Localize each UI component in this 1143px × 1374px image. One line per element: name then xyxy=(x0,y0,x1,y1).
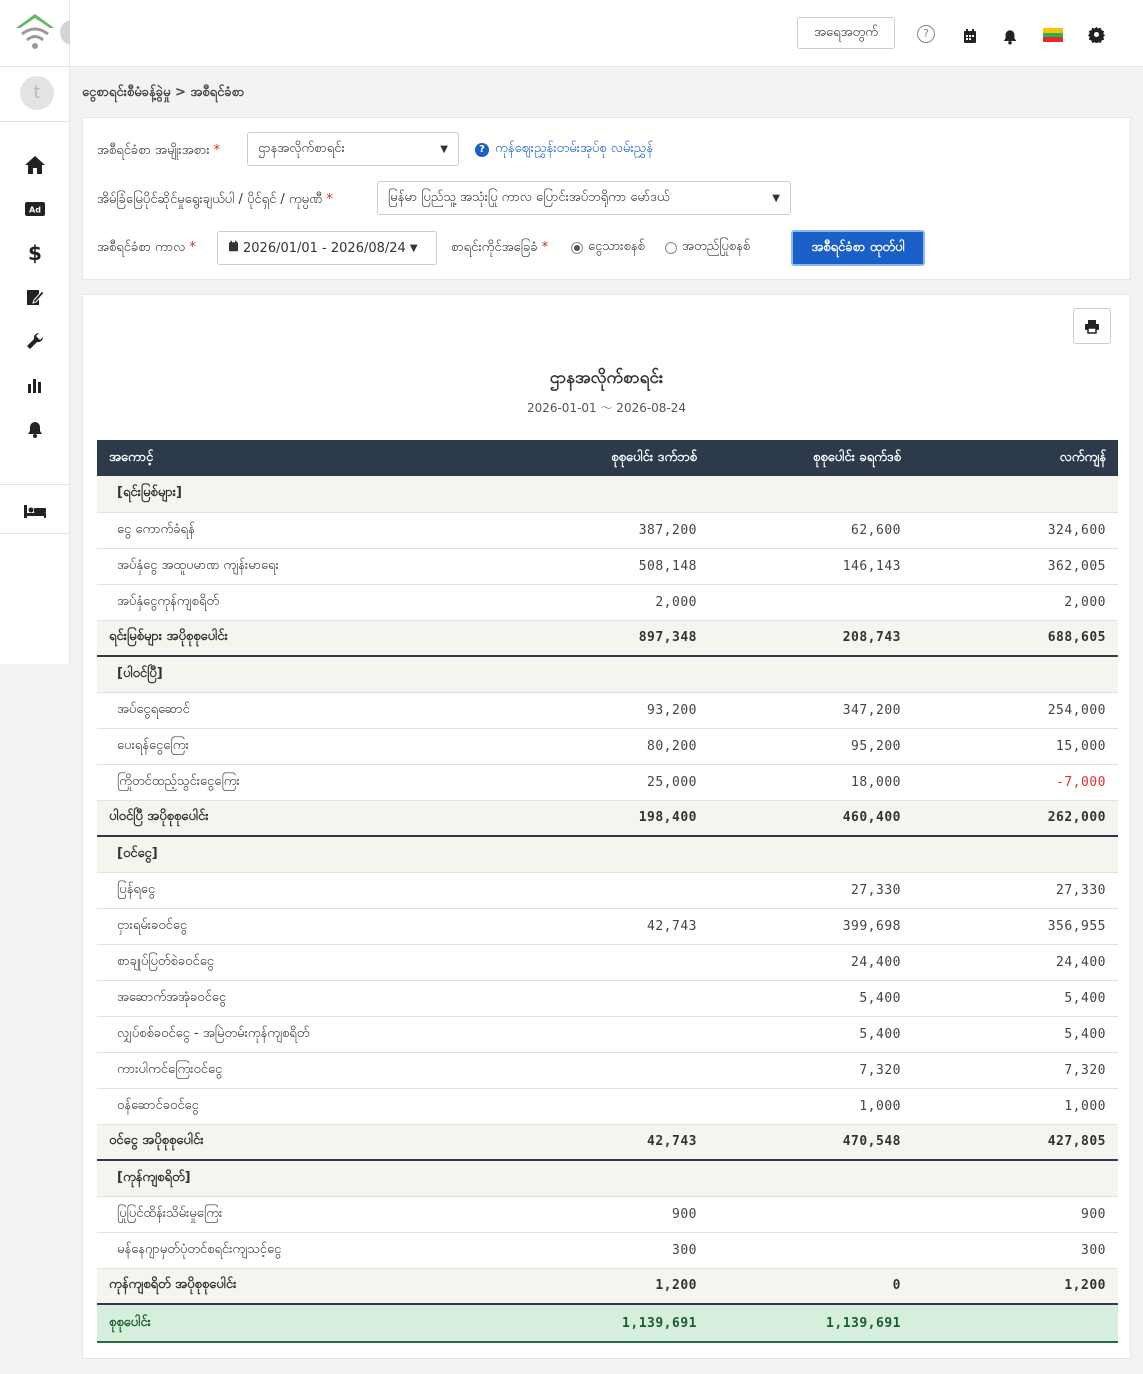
table-row: မန်နေဂျာမှတ်ပုံတင်စရင်းကျသင့်ငွေ 300 300 xyxy=(97,1232,1118,1268)
table-row: အဆောက်အအုံခဝင်ငွေ 5,400 5,400 xyxy=(97,980,1118,1016)
chevron-down-icon: ▼ xyxy=(440,143,448,155)
negative-balance: -7,000 xyxy=(913,764,1118,800)
report-type-select[interactable]: ဌာနအလိုက်စာရင်း ▼ xyxy=(247,132,459,166)
question-mark: ? xyxy=(917,25,935,43)
radio-checked xyxy=(571,242,583,254)
dollar-icon[interactable]: $ xyxy=(28,241,42,265)
table-row: အပ်နှံငွေ အထူပမာဏ ကျန်းမာရေး 508,148 146,143 362,005 xyxy=(97,548,1118,584)
generate-report-button[interactable]: အစီရင်ခံစာ ထုတ်ပါ xyxy=(791,230,925,266)
basis-accrual-radio[interactable]: အတည်ပြုစနစ် xyxy=(665,238,750,257)
table-row: ကားပါကင်ကြေးဝင်ငွေ 7,320 7,320 xyxy=(97,1052,1118,1088)
bell-icon[interactable] xyxy=(22,416,48,442)
question-circle-icon[interactable] xyxy=(916,24,936,44)
myanmar-flag-icon[interactable] xyxy=(1043,25,1063,45)
category-row: [ဝင်ငွေ] xyxy=(97,836,1118,872)
table-row: ငှားရမ်းခဝင်ငွေ 42,743 399,698 356,955 xyxy=(97,908,1118,944)
grand-total-row: စုစုပေါင်း 1,139,691 1,139,691 xyxy=(97,1304,1118,1342)
table-row: ပေးရန်ငွေကြေး 80,200 95,200 15,000 xyxy=(97,728,1118,764)
edit-icon[interactable] xyxy=(22,284,48,310)
subtotal-row: ပါဝင်ပြီ အပိုစုစုပေါင်း 198,400 460,400 262,000 xyxy=(97,800,1118,836)
print-button[interactable] xyxy=(1073,308,1111,344)
ad-icon[interactable] xyxy=(22,196,48,222)
avatar[interactable]: t xyxy=(20,76,54,110)
table-row: စာချုပ်ပြတ်စဲခဝင်ငွေ 24,400 24,400 xyxy=(97,944,1118,980)
svg-text:Ad: Ad xyxy=(29,205,41,215)
sidebar-divider xyxy=(0,533,70,534)
subtotal-row: ရင်းမြစ်များ အပိုစုစုပေါင်း 897,348 208,743 688,605 xyxy=(97,620,1118,656)
guide-link[interactable]: ? ကုန်ဈေးညွှန်းတမ်းအုပ်စု လမ်းညွှန် xyxy=(475,140,653,159)
report-period: 2026-01-01 〜 2026-08-24 xyxy=(526,401,687,415)
printer-icon xyxy=(1084,319,1100,334)
subtotal-row: ကုန်ကျစရိတ် အပိုစုစုပေါင်း 1,200 0 1,200 xyxy=(97,1268,1118,1304)
breadcrumb: ငွေစာရင်းစီမံခန့်ခွဲမှု > အစီရင်ခံစာ xyxy=(82,85,245,100)
category-row: [ရင်းမြစ်များ] xyxy=(97,476,1118,512)
home-icon[interactable] xyxy=(22,152,48,178)
bar-chart-icon[interactable] xyxy=(22,372,48,398)
table-row: လျှပ်စစ်ခဝင်ငွေ - အမြဲတမ်းကုန်ကျစရိတ် 5,400 5,400 xyxy=(97,1016,1118,1052)
table-row: ပြန်ရငွေ 27,330 27,330 xyxy=(97,872,1118,908)
table-row: အပ်နှံငွေကုန်ကျစရိတ် 2,000 2,000 xyxy=(97,584,1118,620)
calendar-icon xyxy=(228,240,239,256)
radio-unchecked xyxy=(665,242,677,254)
category-row: [ပါဝင်ပြီ] xyxy=(97,656,1118,692)
report-type-label: အစီရင်ခံစာ အမျိုးအစား * xyxy=(97,143,221,158)
col-credit: စုစုပေါင်း ခရက်ဒစ် xyxy=(709,440,913,476)
report-table xyxy=(97,440,1118,1343)
table-row: ဝန်ဆောင်ခဝင်ငွေ 1,000 1,000 xyxy=(97,1088,1118,1124)
col-account: အကောင့် xyxy=(97,440,487,476)
wifi-home-logo-icon[interactable] xyxy=(14,12,56,54)
period-picker[interactable]: 2026/01/01 - 2026/08/24 ▼ xyxy=(217,231,437,265)
table-header-row xyxy=(97,440,1118,476)
col-debit: စုစုပေါင်း ဒက်ဘစ် xyxy=(487,440,709,476)
wrench-icon[interactable] xyxy=(22,328,48,354)
report-title: ဌာနအလိုက်စာရင်း xyxy=(549,368,664,388)
sidebar-divider xyxy=(0,66,70,67)
sidebar-divider xyxy=(0,484,70,485)
calendar-icon[interactable] xyxy=(960,26,980,46)
basis-cash-radio[interactable]: ငွေသားစနစ် xyxy=(571,238,645,257)
filter-panel xyxy=(82,117,1131,280)
count-button[interactable]: အရေအတွက် xyxy=(797,17,895,49)
gear-icon[interactable] xyxy=(1086,24,1106,44)
caret-down-icon: ▼ xyxy=(409,242,418,254)
sidebar xyxy=(0,0,70,664)
subtotal-row: ဝင်ငွေ အပိုစုစုပေါင်း 42,743 470,548 427,805 xyxy=(97,1124,1118,1160)
table-row: ပြုပြင်ထိန်းသိမ်းမှုကြေး 900 900 xyxy=(97,1196,1118,1232)
col-balance: လက်ကျန် xyxy=(913,440,1118,476)
bed-icon[interactable] xyxy=(22,498,48,524)
table-row: အပ်ငွေရဆောင် 93,200 347,200 254,000 xyxy=(97,692,1118,728)
basis-label: စာရင်းကိုင်အခြေခံ * xyxy=(451,240,549,255)
report-panel xyxy=(82,294,1131,1359)
chevron-down-icon: ▼ xyxy=(772,192,780,204)
topbar xyxy=(70,0,1143,67)
property-label: အိမ်ခြံမြေပိုင်ဆိုင်မှုရွေးချယ်ပါ / ပိုင်ရှင် / ကုမ္ပဏီ * xyxy=(97,192,333,207)
sidebar-divider xyxy=(0,121,70,122)
period-label: အစီရင်ခံစာ ကာလ * xyxy=(97,240,196,255)
property-select[interactable]: မြန်မာ ပြည်သူ့ အသုံးပြု ကာလ ပြောင်းအပ်ဘရိုကာ မော်ဒယ် ▼ xyxy=(377,181,791,215)
table-row: ငွေ ကောက်ခံရန် 387,200 62,600 324,600 xyxy=(97,512,1118,548)
question-circle-icon: ? xyxy=(475,143,489,157)
category-row: [ကုန်ကျစရိတ်] xyxy=(97,1160,1118,1196)
bell-icon[interactable] xyxy=(1000,26,1020,46)
table-row: ကြိုတင်ထည့်သွင်းငွေကြေး 25,000 18,000 -7,000 xyxy=(97,764,1118,800)
